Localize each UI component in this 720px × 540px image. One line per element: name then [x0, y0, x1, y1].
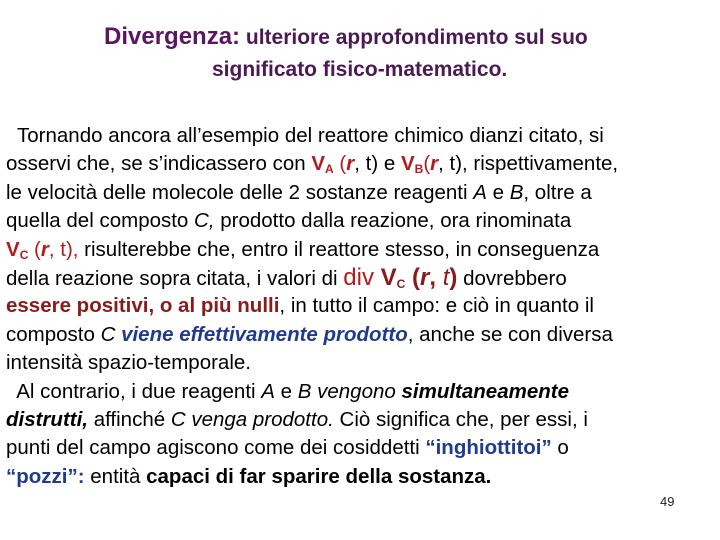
text: C venga prodotto. [170, 407, 334, 431]
symbol-r: r [346, 152, 355, 176]
symbol-r: r [40, 237, 49, 261]
text: ( [333, 152, 347, 176]
symbol-v: V [400, 152, 415, 176]
text: , oltre a [523, 180, 592, 204]
highlight-positive: essere positivi, o al più nulli [6, 294, 280, 318]
subscript-c: C [396, 276, 406, 291]
subscript-b: B [414, 162, 424, 177]
velocity-c [381, 264, 406, 291]
text: della reazione sopra citata, i valori di [6, 266, 344, 290]
text: affinché [88, 407, 171, 431]
compound-c: C, [194, 209, 215, 233]
text-line [6, 236, 718, 264]
text: risulterebbe che, entro il reattore stesso, in conseguenza [78, 237, 600, 261]
text-line [6, 264, 718, 292]
text-line [6, 321, 718, 349]
subscript-a: A [325, 162, 334, 177]
div-operator: div [343, 263, 381, 291]
title-keyword: Divergenza: [104, 23, 241, 50]
symbol-v: V [6, 237, 20, 261]
reagent-a: A [261, 379, 275, 403]
text-line [6, 292, 718, 320]
text: entità [84, 464, 147, 488]
slide-subtitle: significato fisico-matematico. [212, 58, 508, 81]
text: Al contrario, i due reagenti [6, 379, 262, 403]
reagent-b: B [509, 180, 524, 204]
text-line [6, 207, 718, 235]
highlight-simultaneous: simultaneamente [401, 379, 569, 403]
reagent-a: A [473, 180, 487, 204]
text: e [486, 180, 510, 204]
text: quella del composto [6, 209, 195, 233]
text: ( [423, 152, 431, 176]
text: le velocità delle molecole delle 2 sostanze reagenti [6, 180, 474, 204]
highlight-capable: capaci di far sparire della sostanza. [146, 464, 492, 488]
text: Ciò significa che, per essi, i [333, 407, 588, 431]
text: e [274, 379, 298, 403]
text: Tornando ancora all’esempio del reattore chimico dianzi citato, si [6, 124, 604, 147]
text: , t), rispettivamente, [438, 152, 619, 176]
text: osservi che, se s’indicassero con [6, 152, 312, 176]
velocity-a [311, 152, 333, 175]
text-line [6, 378, 718, 406]
text: dovrebbero [457, 266, 567, 290]
text-line [6, 150, 718, 178]
text: , in tutto il campo: e ciò in quanto il [279, 294, 594, 318]
text: punti del campo agiscono come dei cosiddetti [6, 436, 426, 460]
text: , t) e [354, 152, 401, 176]
text: o [551, 436, 569, 460]
highlight-produced: viene effettivamente prodotto [115, 322, 408, 346]
text-line [6, 122, 718, 150]
symbol-r: r [430, 152, 439, 176]
text-line [6, 434, 718, 462]
body-text [6, 122, 718, 491]
text: vengono [311, 379, 402, 403]
highlight-destroyed: distrutti, [6, 407, 88, 431]
compound-c: C [100, 322, 116, 346]
text: prodotto dalla reazione, ora rinominata [214, 209, 572, 233]
symbol-v: V [311, 152, 326, 176]
text-line [6, 463, 718, 491]
text-line [6, 179, 718, 207]
subscript-c: C [19, 247, 29, 262]
text: ( [28, 237, 41, 261]
highlight-wells: “pozzi”: [6, 464, 85, 488]
text: ) [449, 263, 458, 291]
highlight-sinks: “inghiottitoi” [425, 436, 552, 460]
reagent-b: B [297, 379, 312, 403]
slide-title [104, 22, 704, 53]
text-line [6, 406, 718, 434]
velocity-b [401, 152, 423, 175]
symbol-r: r [420, 263, 430, 291]
text: ( [405, 263, 421, 291]
text: , t), [48, 237, 79, 261]
text-line [6, 349, 718, 377]
velocity-c [6, 238, 28, 261]
text: intensità spazio-temporale. [6, 351, 251, 375]
text: , anche se con diversa [407, 322, 613, 346]
title-rest: ulteriore approfondimento sul suo [245, 26, 588, 49]
symbol-v: V [380, 263, 397, 291]
symbol-t: t [442, 263, 450, 291]
text: , [429, 263, 443, 291]
page-number: 49 [660, 494, 675, 509]
text: composto [6, 322, 101, 346]
